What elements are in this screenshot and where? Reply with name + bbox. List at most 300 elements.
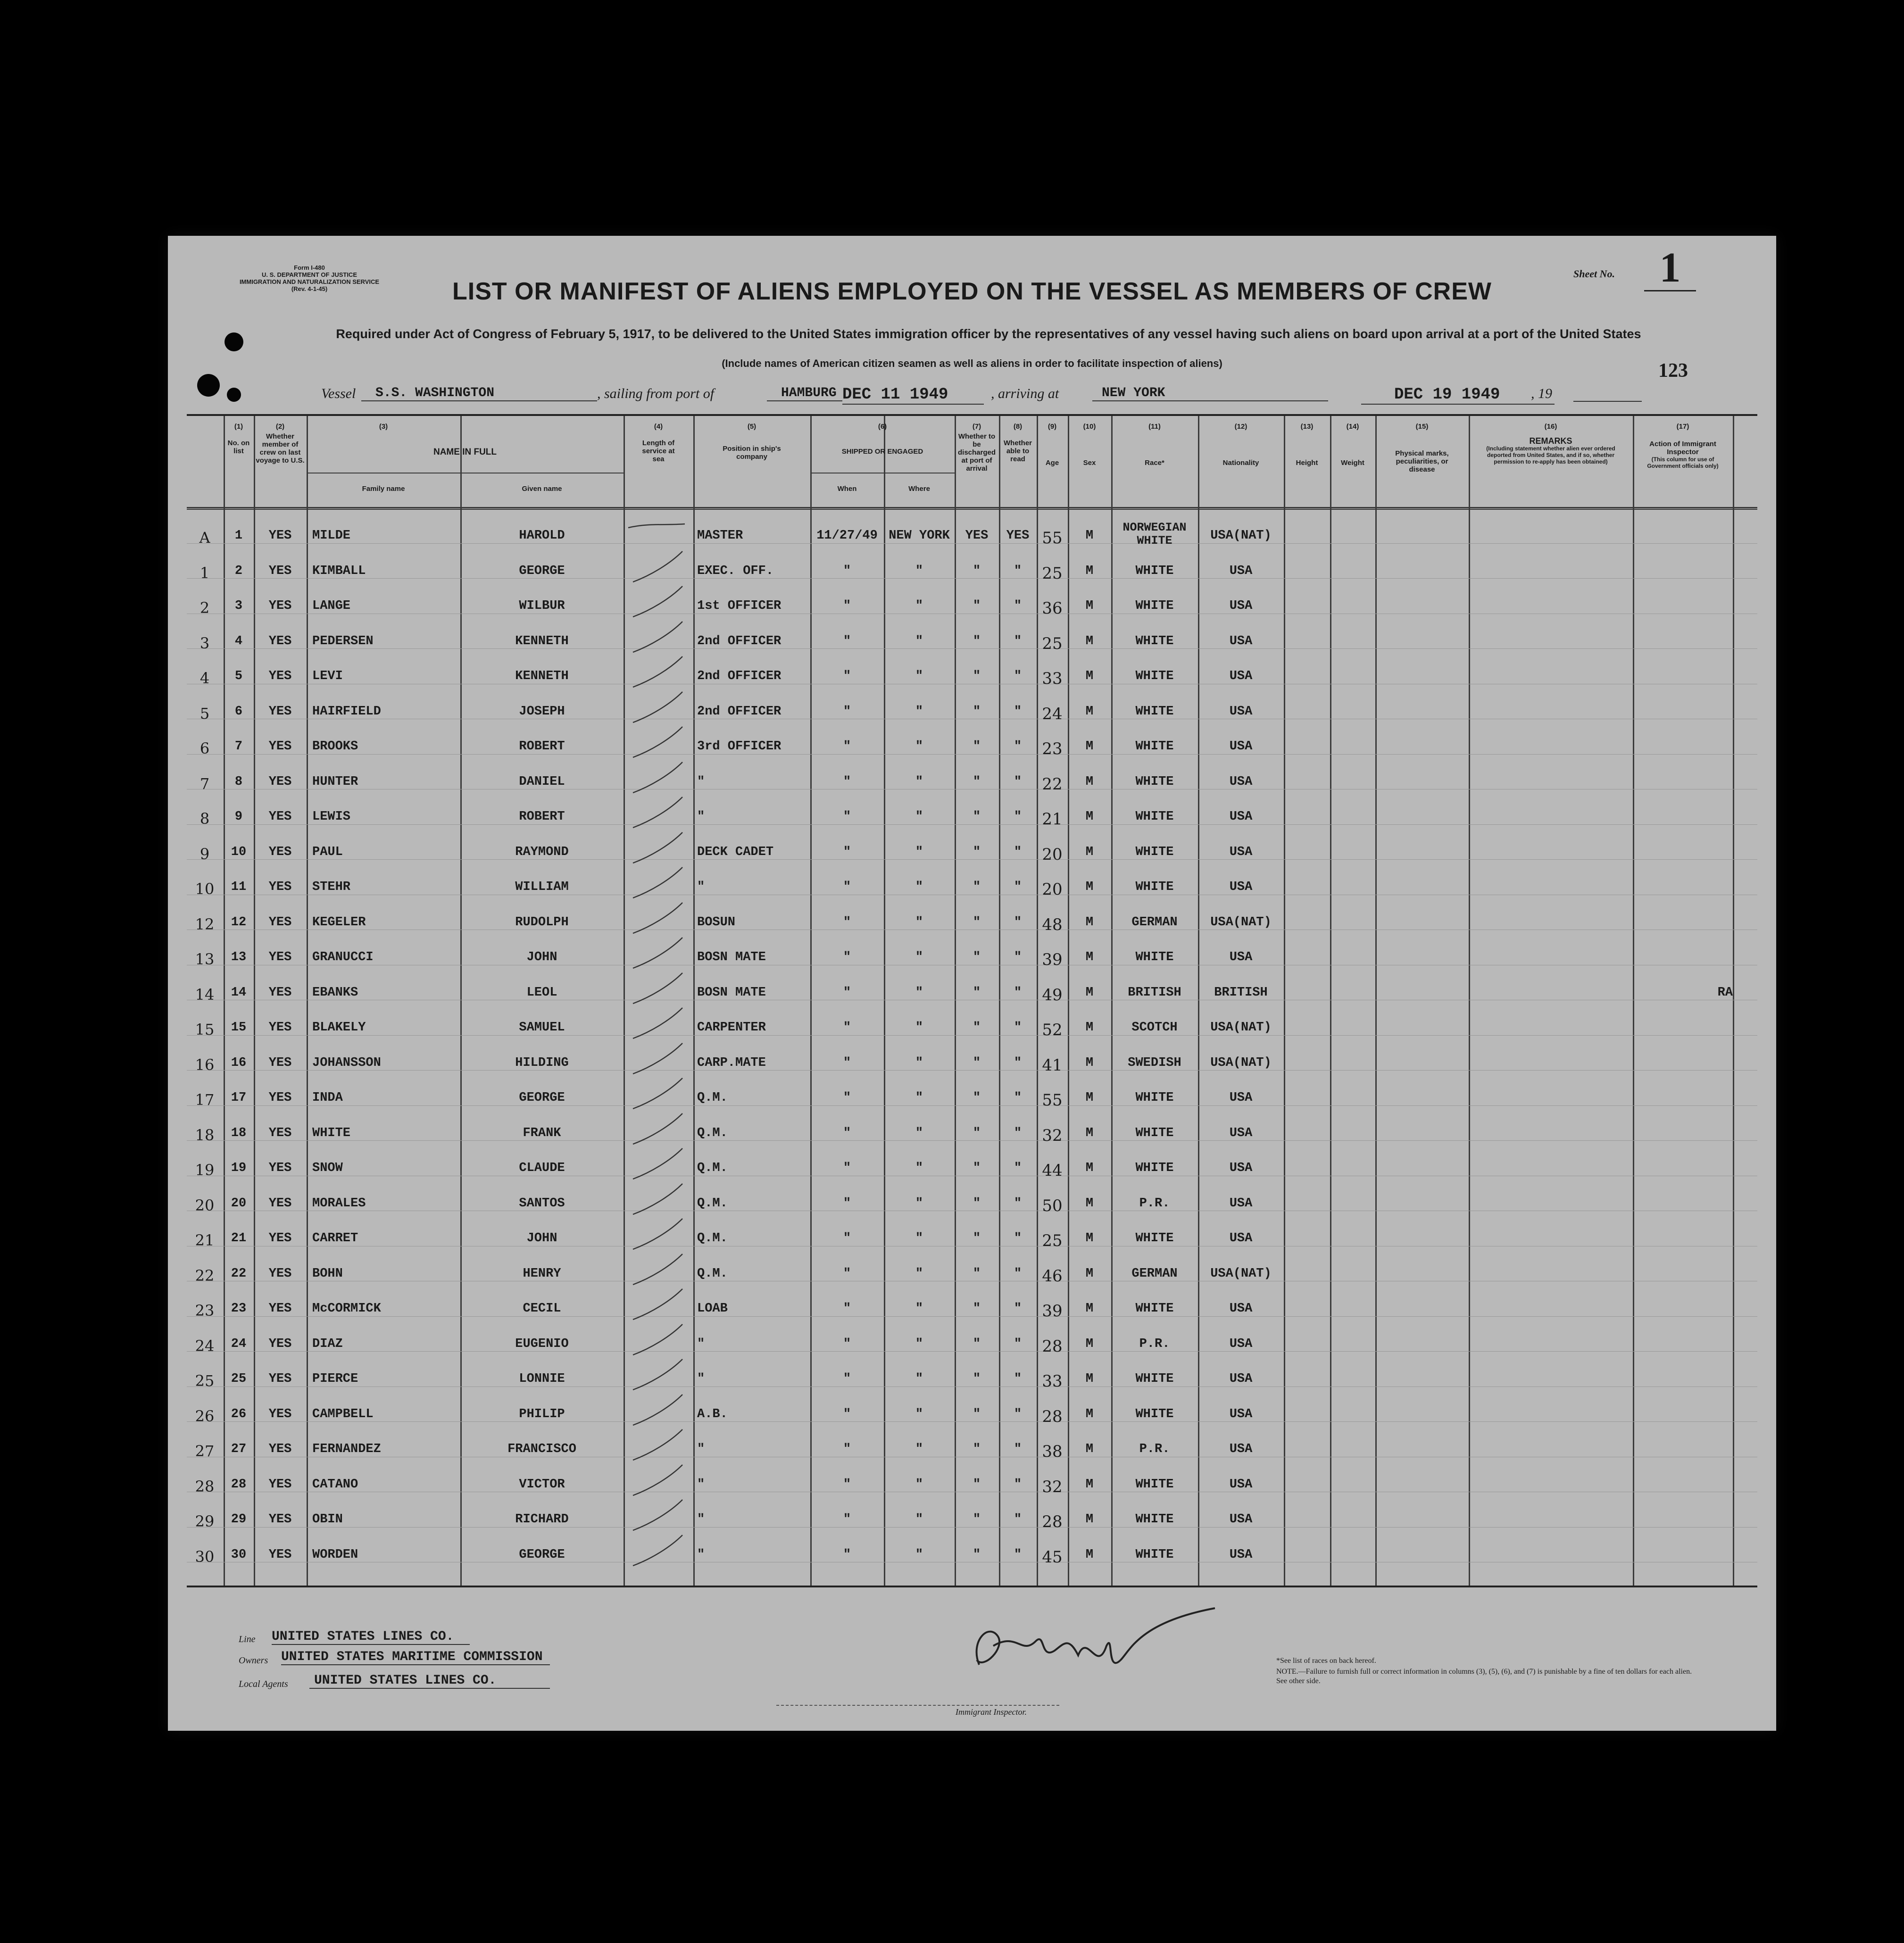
cell-given: CECIL (523, 1302, 561, 1316)
cell-pos: Q.M. (697, 1266, 728, 1281)
cell-sex: M (1085, 1372, 1094, 1386)
cell-sex: M (1085, 880, 1094, 894)
cell-given: WILBUR (519, 599, 565, 613)
sailing-date: DEC 11 1949 (842, 386, 984, 405)
cell-pos: " (697, 1442, 705, 1456)
cell-race: WHITE (1135, 704, 1174, 719)
cell-family: CARRET (312, 1231, 358, 1246)
cell-nat: USA (1229, 669, 1253, 683)
cell-where: NEW YORK (889, 529, 950, 543)
cell-family: HAIRFIELD (312, 704, 381, 719)
cell-sex: M (1085, 845, 1094, 859)
cell-disch: " (973, 845, 981, 859)
cell-age: 28 (1042, 1407, 1063, 1426)
cell-m: A (199, 529, 210, 547)
col-name-header: NAME IN FULL (433, 447, 497, 457)
cell-disch: " (973, 1547, 981, 1562)
cell-no: 27 (231, 1442, 247, 1456)
crew-table: (1) No. on list (2) Whether member of crew on last voyage to U.S. (3) NAME IN FULL Family name Given name (4) Length of service at sea (5) Position in ship's company (6) SHIPPED OR ENGAGED When Where (7) Whether to be discharged at port of arrival (8) Whether able to read (9) Age (10) Sex (11) Race* (12) Nationality (13) Height (14) Weight (15) Physical marks, peculiarities, or disease (16) REMARKS (Including statement whether alien ever ordered deported from United States, and if so, whether permission to re-apply has been obtained) (17) Action of Immigrant Inspector (This column for use of Government officials only) A 1 YES MILDE HAROLD MASTER 11/27/49 NEW YORK YES YES 55 M NORWEGIAN WHITE USA(NAT) 1 2 YES KIMBALL GEORGE EXEC. OFF. " " " " 25 M WHITE USA 2 3 YES LANGE WILBUR 1st OFFICER " " " " 36 M WHITE USA 3 4 YES PEDERSEN KENNETH 2nd OFFICER " " " " 25 M WHITE USA 4 5 YES LEVI KENNETH 2nd OFFICER " " " " 33 M WHITE USA 5 6 YES HAIRFIELD JOSEPH 2nd OFFICER " " " " 24 M WHITE USA 6 7 YES BROOKS ROBERT 3rd OFFICER " " " " 23 M WHITE USA 7 8 YES HUNTER DANIEL " " " " " 22 M WHITE USA 8 9 YES LEWIS ROBERT " " " " " 21 M WHITE USA 9 10 YES PAUL RAYMOND DECK CADET " " " " 20 M WHITE USA 10 11 YES STEHR WILLIAM " " " " " 20 M WHITE USA 12 12 YES KEGELER RUDOLPH BOSUN " " " " 48 M GERMAN USA(NAT) 13 13 YES GRANUCCI JOHN BOSN MATE " " " " 39 M WHITE USA 14 14 YES EBANKS LEOL BOSN MATE " " " " 49 M BRITISH BRITISH RA 15 15 YES BLAKELY SAMUEL CARPENTER " " " " 52 M SCOTCH USA(NAT) 16 16 YES JOHANSSON HILDING CARP.MATE " " " " 41 M SWEDISH USA(NAT) 17 17 YES INDA GEORGE Q.M. " " " " 55 M WHITE USA 18 18 YES WHITE FRANK Q.M. " " " " 32 M WHITE USA 19 19 YES SNOW CLAUDE Q.M. " " " " 44 M WHITE USA 20 20 YES MORALES SANTOS Q.M. " " " " 50 M P.R. USA 21 21 YES CARRET JOHN Q.M. " " " " 25 M WHITE USA 22 22 YES BOHN HENRY Q.M. " " " " 46 M GERMAN USA(NAT) 23 23 YES McCORMICK CECIL LOAB " " " " 39 M WHITE USA 24 24 YES DIAZ EUGENIO " " " " " 28 M P.R. USA 25 25 YES PIERCE LONNIE " " " " " 33 M WHITE USA 26 26 YES CAMPBELL PHILIP A.B. " " " " 28 M WHITE USA 27 27 YES FERNANDEZ FRANCISCO " " " " " 38 M P.R. USA 28 28 YES CATANO VICTOR " " " " " 32 M WHITE USA 29 29 YES OBIN RICHARD " " " " " 28 M WHITE USA 30 30 YES WORDEN GEORGE " " " " " 45 M WHITE USA (187, 414, 1757, 1587)
cell-m: 12 (195, 915, 215, 933)
cell-m: 23 (195, 1302, 215, 1320)
cell-when: " (843, 880, 851, 894)
cell-disch: " (973, 915, 981, 930)
signature-line (776, 1705, 1059, 1706)
cell-crew: YES (268, 1196, 292, 1211)
cell-disch: " (973, 1021, 981, 1035)
inspector-label: Immigrant Inspector. (956, 1707, 1027, 1717)
cell-sex: M (1085, 564, 1094, 578)
cell-family: CAMPBELL (312, 1407, 374, 1421)
cell-family: GRANUCCI (312, 950, 374, 964)
cell-given: RICHARD (515, 1512, 569, 1527)
cell-disch: " (973, 1266, 981, 1281)
cell-race: BRITISH (1128, 985, 1181, 1000)
service-tick-mark (624, 654, 693, 692)
cell-age: 48 (1042, 915, 1063, 934)
cell-crew: YES (268, 1021, 292, 1035)
cell-no: 28 (231, 1477, 247, 1492)
cell-read: " (1014, 950, 1022, 964)
cell-nat: BRITISH (1214, 985, 1268, 1000)
arrival-date: DEC 19 1949 (1361, 386, 1555, 405)
cell-read: " (1014, 599, 1022, 613)
cell-crew: YES (268, 774, 292, 789)
cell-no: 15 (231, 1021, 247, 1035)
cell-family: McCORMICK (312, 1302, 381, 1316)
cell-family: JOHANSSON (312, 1055, 381, 1070)
cell-given: WILLIAM (515, 880, 569, 894)
cell-family: INDA (312, 1091, 343, 1105)
cell-where: " (915, 774, 923, 789)
cell-crew: YES (268, 599, 292, 613)
cell-where: " (915, 669, 923, 683)
cell-pos: 2nd OFFICER (697, 634, 782, 648)
cell-given: RUDOLPH (515, 915, 569, 930)
cell-family: STEHR (312, 880, 351, 894)
cell-pos: Q.M. (697, 1231, 728, 1246)
cell-family: BLAKELY (312, 1021, 366, 1035)
cell-when: " (843, 985, 851, 1000)
cell-nat: USA (1229, 810, 1253, 824)
col-race-header: Race* (1145, 459, 1164, 467)
cell-when: " (843, 810, 851, 824)
cell-no: 21 (231, 1231, 247, 1246)
cell-no: 2 (234, 564, 243, 578)
cell-race: WHITE (1135, 1512, 1174, 1527)
cell-m: 1 (200, 564, 210, 582)
local-agents: UNITED STATES LINES CO. (309, 1673, 550, 1689)
cell-read: " (1014, 810, 1022, 824)
cell-race: WHITE (1135, 1091, 1174, 1105)
cell-nat: USA(NAT) (1210, 1266, 1272, 1281)
cell-crew: YES (268, 529, 292, 543)
sheet-number: 1 (1644, 245, 1696, 291)
page-title: LIST OR MANIFEST OF ALIENS EMPLOYED ON THE VESSEL AS MEMBERS OF CREW (452, 278, 1492, 305)
owners: UNITED STATES MARITIME COMMISSION (281, 1650, 550, 1665)
cell-crew: YES (268, 1512, 292, 1527)
cell-disch: " (973, 1442, 981, 1456)
cell-crew: YES (268, 950, 292, 964)
col-shipped-header: SHIPPED OR ENGAGED (841, 448, 923, 456)
cell-race: WHITE (1135, 880, 1174, 894)
cell-read: " (1014, 1161, 1022, 1175)
cell-age: 44 (1042, 1161, 1063, 1180)
cell-sex: M (1085, 1547, 1094, 1562)
cell-read: " (1014, 1231, 1022, 1246)
cell-age: 46 (1042, 1266, 1063, 1286)
form-identifier: Form I-480 U. S. DEPARTMENT OF JUSTICE IMMIGRATION AND NATURALIZATION SERVICE (Rev. 4-1-45) (239, 264, 380, 292)
cell-race: WHITE (1135, 634, 1174, 648)
col-physical-header: Physical marks, peculiarities, or disease (1395, 449, 1449, 473)
col-when-header: When (837, 485, 857, 493)
service-tick-mark (624, 971, 693, 1008)
cell-pos: BOSN MATE (697, 950, 766, 964)
cell-no: 22 (231, 1266, 247, 1281)
cell-read: " (1014, 739, 1022, 754)
col-sex-header: Sex (1083, 459, 1096, 467)
cell-read: " (1014, 1302, 1022, 1316)
cell-read: " (1014, 880, 1022, 894)
cell-age: 50 (1042, 1196, 1063, 1215)
cell-m: 3 (200, 634, 210, 652)
service-tick-mark (624, 1076, 693, 1113)
cell-where: " (915, 634, 923, 648)
col-crew-header: Whether member of crew on last voyage to U.S. (256, 432, 305, 465)
cell-read: " (1014, 1266, 1022, 1281)
cell-when: " (843, 845, 851, 859)
service-tick-mark (624, 619, 693, 657)
cell-race: P.R. (1139, 1442, 1170, 1456)
cell-when: " (843, 1337, 851, 1351)
races-note: *See list of races on back hereof. (1276, 1657, 1376, 1665)
cell-pos: 2nd OFFICER (697, 704, 782, 719)
service-tick-mark (624, 689, 693, 727)
cell-race: SWEDISH (1128, 1055, 1181, 1070)
cell-when: " (843, 950, 851, 964)
cell-age: 36 (1042, 599, 1063, 618)
cell-m: 2 (200, 599, 210, 617)
cell-when: " (843, 669, 851, 683)
cell-crew: YES (268, 1337, 292, 1351)
cell-family: KEGELER (312, 915, 366, 930)
cell-family: PAUL (312, 845, 343, 859)
cell-sex: M (1085, 529, 1094, 543)
cell-sex: M (1085, 1126, 1094, 1140)
service-tick-mark (624, 830, 693, 868)
service-tick-mark (624, 760, 693, 797)
cell-m: 28 (195, 1477, 215, 1495)
cell-when: " (843, 1055, 851, 1070)
cell-nat: USA (1229, 704, 1253, 719)
cell-given: JOHN (526, 1231, 557, 1246)
service-tick-mark (624, 1252, 693, 1289)
cell-read: " (1014, 704, 1022, 719)
service-tick-mark (624, 1533, 693, 1570)
cell-m: 26 (195, 1407, 215, 1425)
arrival-port: NEW YORK (1092, 386, 1328, 401)
cell-family: EBANKS (312, 985, 358, 1000)
service-tick-mark (624, 1427, 693, 1465)
cell-when: " (843, 1372, 851, 1386)
cell-pos: " (697, 810, 705, 824)
col-no-header: No. on list (227, 439, 250, 455)
cell-read: " (1014, 1477, 1022, 1492)
cell-age: 20 (1042, 845, 1063, 864)
cell-race: WHITE (1135, 1161, 1174, 1175)
cell-age: 32 (1042, 1477, 1063, 1496)
cell-pos: BOSUN (697, 915, 736, 930)
cell-crew: YES (268, 1161, 292, 1175)
cell-race: WHITE (1135, 845, 1174, 859)
sheet-number-label: Sheet No. (1573, 268, 1615, 280)
cell-m: 9 (200, 845, 210, 863)
cell-m: 4 (200, 669, 210, 687)
cell-given: KENNETH (515, 634, 569, 648)
cell-age: 28 (1042, 1337, 1063, 1356)
cell-age: 38 (1042, 1442, 1063, 1461)
col-weight-header: Weight (1341, 459, 1364, 467)
cell-sex: M (1085, 1302, 1094, 1316)
cell-sex: M (1085, 1477, 1094, 1492)
sailing-label: , sailing from port of (597, 386, 715, 401)
cell-disch: " (973, 634, 981, 648)
service-tick-mark (624, 1146, 693, 1184)
cell-where: " (915, 950, 923, 964)
cell-pos: Q.M. (697, 1161, 728, 1175)
cell-m: 7 (200, 774, 210, 793)
sailing-port: HAMBURG (767, 386, 842, 401)
cell-no: 16 (231, 1055, 247, 1070)
cell-read: " (1014, 1021, 1022, 1035)
cell-sex: M (1085, 739, 1094, 754)
cell-no: 26 (231, 1407, 247, 1421)
cell-when: 11/27/49 (816, 529, 878, 543)
cell-given: ROBERT (519, 810, 565, 824)
subtitle-note: (Include names of American citizen seamen as well as aliens in order to facilitate inspection of aliens) (722, 357, 1222, 369)
cell-nat: USA (1229, 1337, 1253, 1351)
cell-sex: M (1085, 669, 1094, 683)
cell-when: " (843, 774, 851, 789)
cell-crew: YES (268, 739, 292, 754)
agents-label: Local Agents (239, 1679, 288, 1689)
cell-nat: USA (1229, 1442, 1253, 1456)
cell-nat: USA (1229, 1477, 1253, 1492)
cell-disch: " (973, 950, 981, 964)
cell-no: 4 (234, 634, 243, 648)
cell-race: WHITE (1135, 739, 1174, 754)
cell-disch: " (973, 880, 981, 894)
cell-read: " (1014, 1091, 1022, 1105)
cell-read: " (1014, 669, 1022, 683)
service-tick-mark (624, 935, 693, 973)
cell-given: LONNIE (519, 1372, 565, 1386)
cell-no: 24 (231, 1337, 247, 1351)
cell-age: 21 (1042, 810, 1063, 829)
cell-m: 25 (195, 1372, 215, 1390)
cell-crew: YES (268, 634, 292, 648)
cell-age: 24 (1042, 704, 1063, 723)
cell-disch: " (973, 1055, 981, 1070)
cell-no: 29 (231, 1512, 247, 1527)
cell-race: P.R. (1139, 1337, 1170, 1351)
cell-m: 24 (195, 1337, 215, 1355)
cell-sex: M (1085, 599, 1094, 613)
cell-read: " (1014, 1372, 1022, 1386)
cell-read: " (1014, 1407, 1022, 1421)
service-tick-mark (624, 1322, 693, 1360)
cell-where: " (915, 599, 923, 613)
cell-nat: USA (1229, 845, 1253, 859)
cell-pos: DECK CADET (697, 845, 774, 859)
cell-no: 13 (231, 950, 247, 964)
cell-read: YES (1006, 529, 1030, 543)
cell-where: " (915, 1266, 923, 1281)
cell-age: 23 (1042, 739, 1063, 758)
cell-no: 23 (231, 1302, 247, 1316)
cell-nat: USA (1229, 634, 1253, 648)
service-tick-mark (624, 514, 693, 551)
cell-no: 7 (234, 739, 243, 754)
service-tick-mark (624, 795, 693, 832)
cell-disch: " (973, 1477, 981, 1492)
cell-race: NORWEGIAN WHITE (1122, 521, 1187, 548)
cell-when: " (843, 1442, 851, 1456)
cell-no: 25 (231, 1372, 247, 1386)
cell-no: 12 (231, 915, 247, 930)
cell-family: LEVI (312, 669, 343, 683)
cell-age: 33 (1042, 1372, 1063, 1391)
cell-family: WORDEN (312, 1547, 358, 1562)
cell-age: 49 (1042, 985, 1063, 1005)
cell-age: 55 (1042, 529, 1063, 548)
cell-crew: YES (268, 669, 292, 683)
cell-read: " (1014, 915, 1022, 930)
cell-m: 19 (195, 1161, 215, 1179)
cell-family: MILDE (312, 529, 351, 543)
cell-age: 25 (1042, 634, 1063, 653)
cell-nat: USA(NAT) (1210, 529, 1272, 543)
cell-disch: " (973, 599, 981, 613)
cell-race: WHITE (1135, 1407, 1174, 1421)
service-tick-mark (624, 1357, 693, 1395)
cell-where: " (915, 1302, 923, 1316)
cell-disch: " (973, 1372, 981, 1386)
cell-race: SCOTCH (1131, 1021, 1178, 1035)
cell-sex: M (1085, 810, 1094, 824)
cell-given: GEORGE (519, 1547, 565, 1562)
cell-pos: " (697, 1337, 705, 1351)
cell-crew: YES (268, 1372, 292, 1386)
cell-where: " (915, 845, 923, 859)
cell-where: " (915, 915, 923, 930)
cell-m: 16 (195, 1055, 215, 1074)
cell-crew: YES (268, 1302, 292, 1316)
cell-age: 39 (1042, 1302, 1063, 1320)
cell-crew: YES (268, 1477, 292, 1492)
service-tick-mark (624, 1392, 693, 1430)
cell-sex: M (1085, 1442, 1094, 1456)
cell-where: " (915, 810, 923, 824)
cell-where: " (915, 1021, 923, 1035)
penalty-note: NOTE.—Failure to furnish full or correct information in columns (3), (5), (6), and (7) is punishable by a fine of ten dollars for each alien. See other side. (1276, 1668, 1692, 1685)
cell-given: CLAUDE (519, 1161, 565, 1175)
cell-nat: USA(NAT) (1210, 1021, 1272, 1035)
cell-nat: USA (1229, 1126, 1253, 1140)
cell-race: WHITE (1135, 810, 1174, 824)
cell-when: " (843, 1266, 851, 1281)
cell-read: " (1014, 1126, 1022, 1140)
cell-nat: USA(NAT) (1210, 915, 1272, 930)
cell-where: " (915, 1512, 923, 1527)
cell-m: 13 (195, 950, 215, 968)
cell-m: 17 (195, 1091, 215, 1109)
cell-disch: " (973, 1091, 981, 1105)
cell-m: 14 (195, 985, 215, 1004)
cell-given: ROBERT (519, 739, 565, 754)
cell-where: " (915, 564, 923, 578)
cell-disch: " (973, 985, 981, 1000)
col-position-header: Position in ship's company (723, 445, 781, 461)
cell-nat: USA (1229, 1407, 1253, 1421)
cell-crew: YES (268, 880, 292, 894)
cell-no: 6 (234, 704, 243, 719)
arriving-label: , arriving at (991, 386, 1059, 401)
service-tick-mark (624, 1005, 693, 1043)
cell-race: WHITE (1135, 950, 1174, 964)
punch-hole (227, 388, 241, 402)
cell-given: LEOL (526, 985, 557, 1000)
cell-nat: USA (1229, 950, 1253, 964)
cell-when: " (843, 1547, 851, 1562)
cell-disch: " (973, 1512, 981, 1527)
cell-disch: " (973, 810, 981, 824)
service-tick-mark (624, 1462, 693, 1500)
cell-disch: " (973, 1231, 981, 1246)
year-blank (1573, 386, 1642, 402)
cell-given: JOHN (526, 950, 557, 964)
cell-age: 20 (1042, 880, 1063, 899)
cell-family: LANGE (312, 599, 351, 613)
cell-nat: USA (1229, 1372, 1253, 1386)
cell-where: " (915, 1547, 923, 1562)
col-age-header: Age (1045, 459, 1059, 467)
cell-no: 17 (231, 1091, 247, 1105)
cell-m: 6 (200, 739, 210, 757)
col-nationality-header: Nationality (1222, 459, 1259, 467)
cell-sex: M (1085, 1266, 1094, 1281)
cell-given: KENNETH (515, 669, 569, 683)
col-family-header: Family name (362, 485, 405, 493)
cell-crew: YES (268, 1055, 292, 1070)
cell-given: GEORGE (519, 1091, 565, 1105)
col-where-header: Where (908, 485, 930, 493)
cell-nat: USA (1229, 1512, 1253, 1527)
cell-where: " (915, 704, 923, 719)
cell-action: RA (1717, 985, 1733, 1000)
cell-given: GEORGE (519, 564, 565, 578)
cell-pos: " (697, 880, 705, 894)
cell-disch: " (973, 704, 981, 719)
cell-sex: M (1085, 1407, 1094, 1421)
manifest-sheet (168, 236, 1776, 1731)
cell-family: BROOKS (312, 739, 358, 754)
service-tick-mark (624, 1216, 693, 1254)
vessel-label: Vessel (321, 386, 356, 401)
vessel-name: S.S. WASHINGTON (361, 386, 597, 401)
cell-race: WHITE (1135, 774, 1174, 789)
cell-pos: Q.M. (697, 1126, 728, 1140)
cell-race: WHITE (1135, 1372, 1174, 1386)
